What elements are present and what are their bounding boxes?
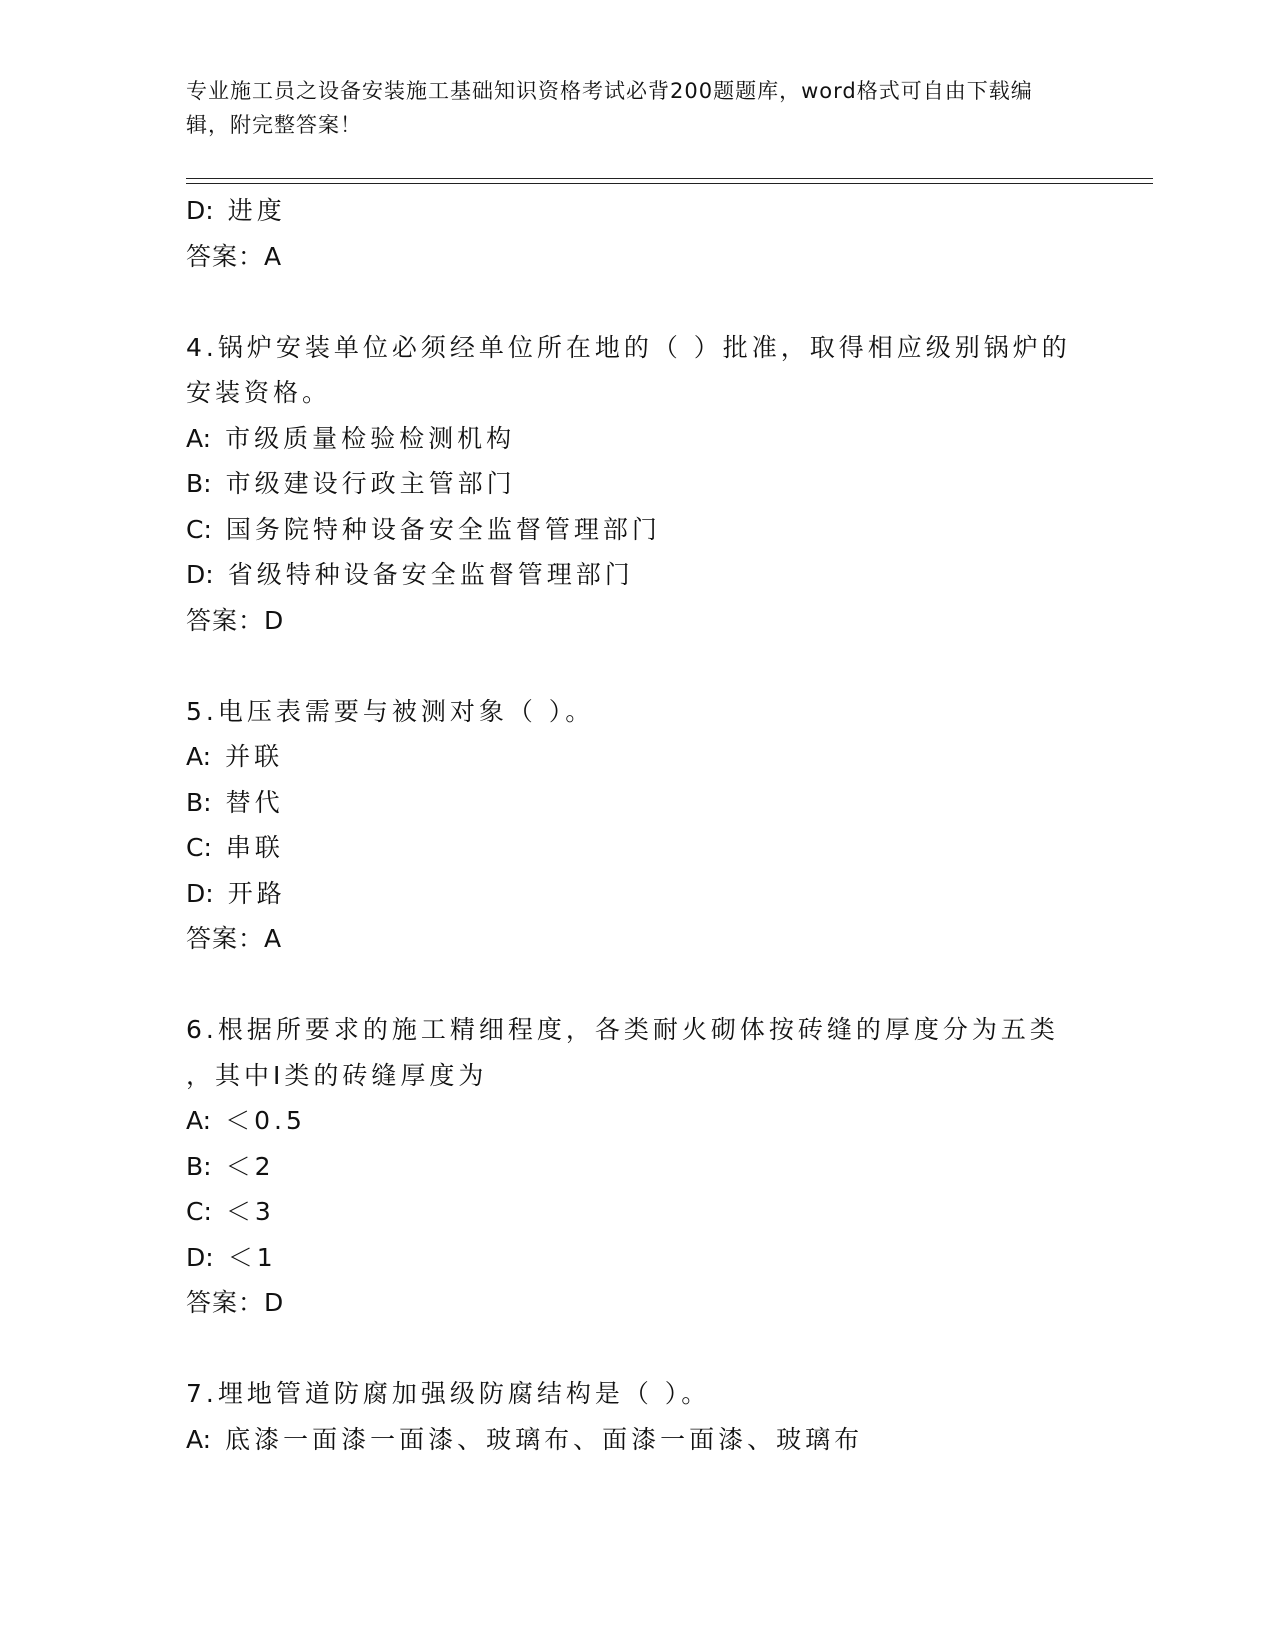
option-text: 串联 — [225, 833, 284, 862]
option-d — [186, 188, 1086, 234]
option-label: A: — [186, 423, 212, 453]
option-text: ＜2 — [225, 1151, 275, 1181]
option-text: 替代 — [225, 787, 284, 817]
spacer — [186, 1326, 1086, 1372]
option-label: B: — [186, 787, 212, 817]
option-text: 市级质量检验检测机构 — [225, 423, 516, 453]
option-b — [186, 1144, 1086, 1190]
option-d — [186, 871, 1086, 917]
option-text: 并联 — [225, 742, 284, 771]
spacer — [186, 962, 1086, 1008]
option-a — [186, 734, 1086, 780]
option-b — [186, 780, 1086, 826]
option-label: D: — [186, 560, 214, 589]
option-b — [186, 461, 1086, 507]
answer-line: 答案：D — [186, 1288, 285, 1317]
option-label: C: — [186, 514, 212, 544]
option-label: D: — [186, 878, 214, 908]
option-c — [186, 507, 1086, 553]
option-label: C: — [186, 833, 212, 862]
spacer — [186, 279, 1086, 325]
question-text: 4.锅炉安装单位必须经单位所在地的（ ）批准，取得相应级别锅炉的 — [186, 332, 1071, 362]
option-c — [186, 1189, 1086, 1235]
answer-line: 答案：A — [186, 241, 283, 271]
option-text: 进度 — [227, 196, 286, 225]
question-text: 6.根据所要求的施工精细程度，各类耐火砌体按砖缝的厚度分为五类 — [186, 1015, 1059, 1044]
option-text: 市级建设行政主管部门 — [225, 469, 516, 498]
option-text: 省级特种设备安全监督管理部门 — [227, 560, 634, 589]
option-label: A: — [186, 1424, 212, 1454]
option-label: D: — [186, 196, 214, 225]
answer-line: 答案：D — [186, 605, 285, 635]
option-text: 开路 — [227, 878, 286, 908]
document-header-title: 专业施工员之设备安装施工基础知识资格考试必背200题题库，word格式可自由下载编辑，附完整答案！ — [186, 79, 1033, 137]
option-a — [186, 1098, 1086, 1144]
option-text: ＜0.5 — [225, 1106, 306, 1135]
option-label: B: — [186, 469, 212, 498]
option-text: ＜1 — [227, 1242, 277, 1272]
option-label: B: — [186, 1151, 212, 1181]
header-divider-top — [186, 178, 1153, 179]
question-text: ，其中Ⅰ类的砖缝厚度为 — [186, 1060, 488, 1090]
question-text: 7.埋地管道防腐加强级防腐结构是（ ）。 — [186, 1379, 711, 1408]
header-divider-bottom — [186, 183, 1153, 184]
option-d — [186, 552, 1086, 598]
question-text: 安装资格。 — [186, 378, 332, 407]
option-a — [186, 1417, 1086, 1463]
option-d — [186, 1235, 1086, 1281]
option-c — [186, 825, 1086, 871]
spacer — [186, 643, 1086, 689]
option-text: 国务院特种设备安全监督管理部门 — [225, 514, 661, 544]
option-text: ＜3 — [225, 1197, 275, 1226]
option-label: A: — [186, 1106, 212, 1135]
option-label: D: — [186, 1242, 214, 1272]
option-text: 底漆一面漆一面漆、玻璃布、面漆一面漆、玻璃布 — [225, 1424, 864, 1454]
option-label: C: — [186, 1197, 212, 1226]
answer-line: 答案：A — [186, 924, 283, 953]
question-text: 5.电压表需要与被测对象（ ）。 — [186, 696, 595, 726]
option-a — [186, 416, 1086, 462]
option-label: A: — [186, 742, 212, 771]
question-list — [186, 188, 1086, 1462]
